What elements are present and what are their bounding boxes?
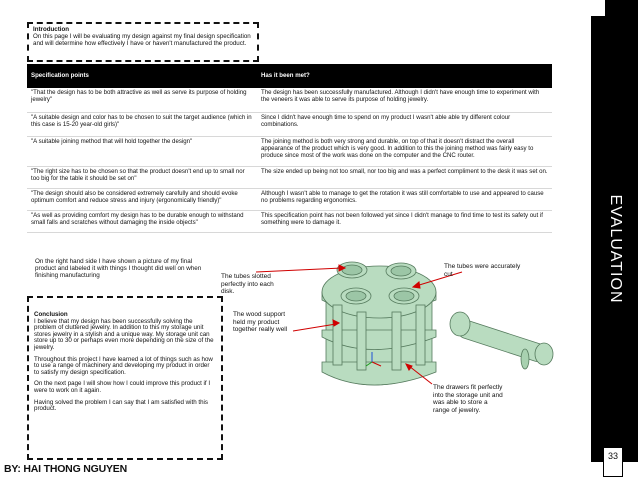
- wood-support: [416, 305, 425, 365]
- wood-support: [333, 305, 342, 365]
- page-number: 33: [603, 447, 623, 477]
- callout-drawers: The drawers fit perfectly into the storage unit and was able to store a range of jewelry.: [433, 384, 503, 414]
- conclusion-paragraph: Having solved the problem I can say that I am satisfied with this product.: [34, 398, 209, 413]
- callout-tubes-cut: The tubes were accurately cut: [444, 263, 521, 278]
- drawer-handle: [521, 349, 529, 369]
- met-cell: The joining method is both very strong and durable, on top of that it doesn't distract the overall appearance of the product which is very good. In addition to this the joining method was fairly easy to produce since most of the work was done on the computer and the CNC router.: [257, 136, 552, 166]
- spec-point-cell: "The design should also be considered extremely carefully and should evoke optimum comfort and reduce stress and injury (ergonomically friendly)": [27, 188, 257, 210]
- author-credit: BY: HAI THONG NGUYEN: [4, 463, 127, 475]
- callout-tubes-slotted: The tubes slotted perfectly into each disk.: [221, 273, 274, 296]
- spec-point-cell: "A suitable joining method that will hold together the design": [27, 136, 257, 166]
- header-has-been-met: Has it been met?: [257, 64, 552, 88]
- wood-support: [357, 312, 366, 370]
- met-cell: Since I didn't have enough time to spend on my product I wasn't able able try different colour combinations.: [257, 112, 552, 136]
- header-spec-points: Specification points: [27, 64, 257, 88]
- spec-point-cell: "The right size has to be chosen so that the product doesn't end up to small nor too big for the table it should be set on": [27, 166, 257, 188]
- conclusion-paragraph: I believe that my design has been successfully solving the problem of cluttered jewelry. In addition to this my storage unit stores jewelry in a stylish and a unique way. My storage unit can store up to 30 or perhaps even more depending on the size of the jewelry.: [34, 317, 214, 351]
- spec-point-cell: "As well as providing comfort my design has to be durable enough to withstand small falls and scratches without damaging the inside objects": [27, 210, 257, 232]
- drawer-end-right: [535, 343, 553, 365]
- spec-point-cell: "A suitable design and color has to be chosen to suit the target audience (which in this case is 15-20 year-old girls)": [27, 112, 257, 136]
- introduction-text: On this page I will be evaluating my design against my final design specification and will determine how effectively I have or haven't manufactured the product.: [33, 33, 251, 47]
- spec-point-cell: "That the design has to be both attractive as well as serve its purpose of holding jewelry": [27, 88, 257, 112]
- introduction-heading: Introduction: [33, 26, 70, 33]
- callout-wood-support: The wood support held my product together really well: [233, 311, 288, 334]
- drawer-end-left: [450, 312, 470, 336]
- wood-support: [392, 312, 401, 370]
- conclusion-paragraph: On the next page I will show how I could improve this product if I were to work on it again.: [34, 380, 211, 394]
- met-cell: Although I wasn't able to manage to get the rotation it was still comfortable to use and appeared to cause no problems regarding ergonomics.: [257, 188, 552, 210]
- met-cell: The design has been successfully manufactured. Although I didn't have enough time to experiment with the veneers it was able to serve its purpose of holding jewelry.: [257, 88, 552, 112]
- conclusion-paragraph: Throughout this project I have learned a lot of things such as how to use a range of machinery and developing my product in order to satisfy my design specification.: [34, 355, 213, 376]
- conclusion-heading: Conclusion: [34, 311, 68, 318]
- met-cell: This specification point has not been followed yet since I didn't manage to find time to test its safety out if something were to damage it.: [257, 210, 552, 232]
- picture-note: On the right hand side I have shown a picture of my final product and labeled it with things I thought did well on when finishing manufacturing: [35, 258, 202, 279]
- met-cell: The size ended up being not too small, nor too big and was a perfect compliment to the desk it was set on.: [257, 166, 552, 188]
- side-title: EVALUATION: [607, 194, 624, 304]
- arrow-tubes-slotted: [256, 268, 342, 272]
